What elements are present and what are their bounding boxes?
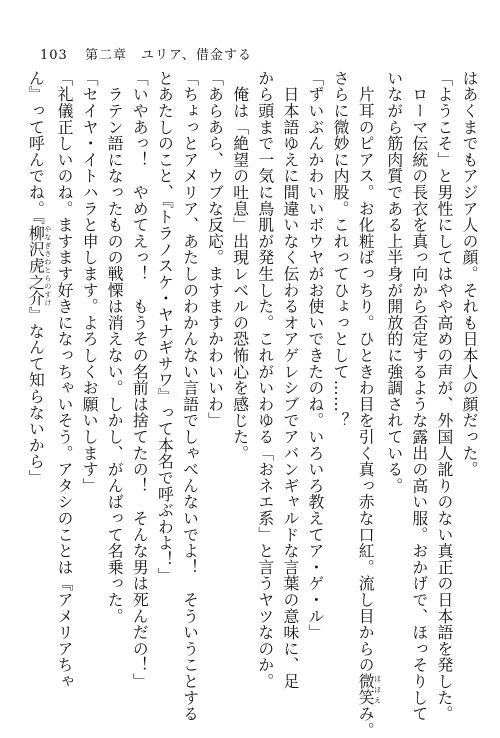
page-number: 103: [40, 48, 68, 63]
ruby-annotation: 柳沢虎之介やなぎさわとらのすけ: [26, 225, 52, 307]
chapter-title: 第二章 ユリア、借金する: [84, 48, 252, 63]
text-line: とあたしのこと、『トラノスケ・ヤナギサワ』って本名で呼ぶわよ！」: [155, 70, 175, 584]
ruby-reading: ほほえ: [373, 673, 382, 706]
text-line: 「いやあっ！ やめてえっ！ もうその名前は捨てたの！ そんな男は死んだの！」: [130, 70, 150, 690]
text-line: ん』って呼んでね。『柳沢虎之介やなぎさわとらのすけ』なんて知らないから」: [26, 70, 52, 486]
text-line: 「ちょっとアメリア、あたしのわかんない言語でしゃべんないでよ！ そういうことする: [180, 70, 200, 722]
text-line: 「あらあら、ウブな反応。ますますかわいいわ」: [205, 70, 225, 429]
page-header: [40, 44, 252, 63]
text-line: 「ずいぶんかわいいボウヤがお使いできたのね。いろいろ教えてア・ゲ・ル」: [305, 70, 325, 641]
vertical-text-block: [26, 70, 482, 738]
text-line: 俺は「絶望の吐息」出現レベルの恐怖心を感じた。: [230, 70, 250, 462]
ruby-annotation: 微笑ほほえ: [356, 673, 382, 706]
text-line: 「礼儀正しいのね。ますます好きになっちゃいそう。アタシのことは『アメリアちゃ: [55, 70, 74, 690]
text-line: 「ようこそ」と男性にしてはやや高めの声が、外国人訛りのない真正の日本語を発した。: [434, 70, 454, 722]
text-line: 片耳のピアス。お化粧ばっちり。ひときわ目を引く真っ赤な口紅。流し目からの微笑ほほえみ。: [356, 70, 382, 738]
text-line: から頭まで一気に鳥肌が発生した。これがいわゆる「おネエ系」と言うヤツなのか。: [255, 70, 275, 690]
text-line: 「セイヤ・イトハラと申します。よろしくお願いします」: [80, 70, 100, 494]
text-line: 日本語ゆえに間違いなく伝わるオアゲレシブでアバンギャルドな言葉の意味に、足: [280, 70, 300, 690]
text-line: ローマ伝統の長衣を真っ向から否定するような露出の高い服。おかげで、ほっそりして: [409, 70, 429, 722]
text-line: はあくまでもアジア人の顔。それも日本人の顔だった。: [460, 70, 479, 478]
ruby-reading: やなぎさわとらのすけ: [43, 225, 52, 307]
text-line: ラテン語になったものの戦慄は消えない。しかし、がんばって名乗った。: [105, 70, 125, 625]
text-line: いながら筋肉質である上半身が開放的に強調されている。: [384, 70, 404, 494]
text-line: さらに微妙に内股。これってひょっとして……？: [331, 70, 351, 429]
